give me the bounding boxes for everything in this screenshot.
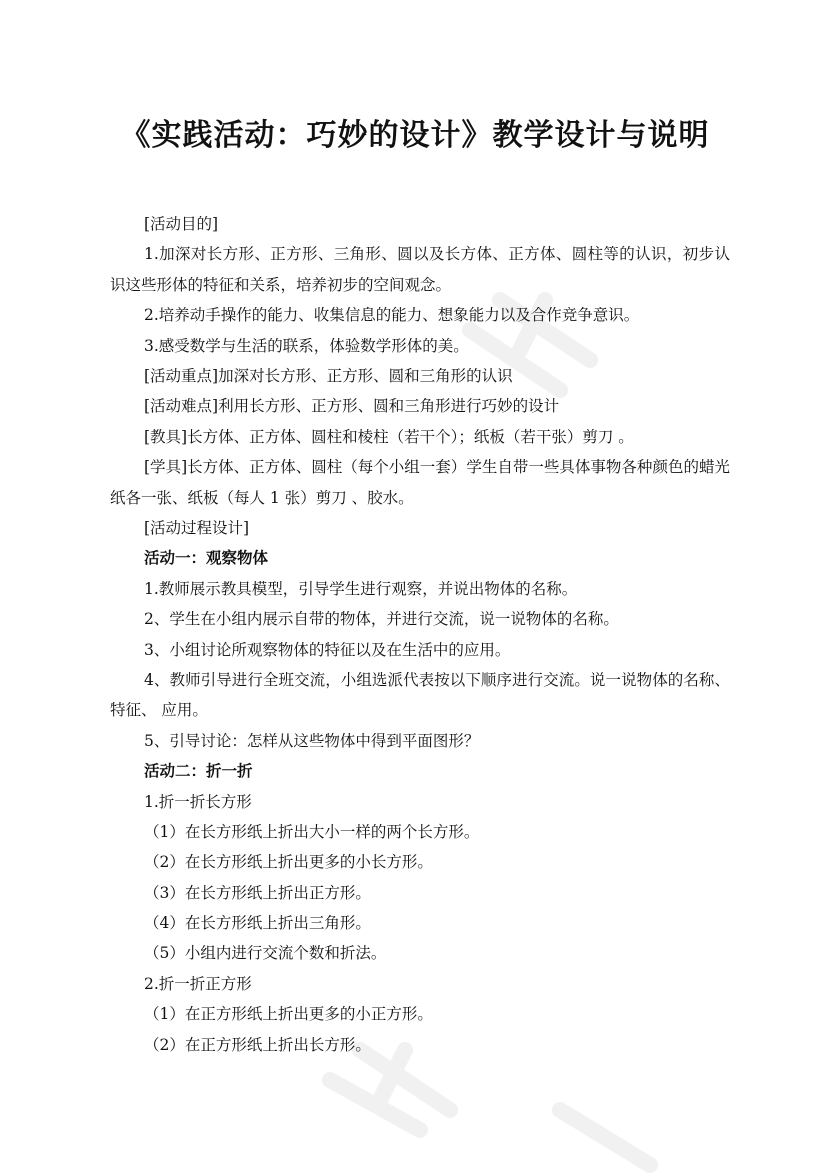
purpose-item-3: 3.感受数学与生活的联系，体验数学形体的美。 bbox=[144, 336, 469, 355]
activity-1-step-1: 1.教师展示教具模型，引导学生进行观察，并说出物体的名称。 bbox=[144, 579, 578, 598]
learning-aids: [学具]长方体、正方体、圆柱（每个小组一套）学生自带一些具体事物各种颜色的蜡光纸各一张、纸板（每人 1 张）剪刀 、胶水。 bbox=[110, 458, 730, 507]
fold-square-heading: 2.折一折正方形 bbox=[144, 974, 252, 993]
document-title: 《实践活动：巧妙的设计》教学设计与说明 bbox=[120, 118, 710, 153]
activity-1-step-3: 3、小组讨论所观察物体的特征以及在生活中的应用。 bbox=[144, 640, 511, 659]
fold-rectangle-step-1: （1）在长方形纸上折出大小一样的两个长方形。 bbox=[144, 822, 480, 841]
fold-square-step-2: （2）在正方形纸上折出长方形。 bbox=[144, 1035, 371, 1054]
document-body bbox=[110, 209, 730, 1060]
activity-1-step-4: 4、教师引导进行全班交流，小组选派代表按以下顺序进行交流。说一说物体的名称、特征、 应用。 bbox=[110, 670, 730, 720]
fold-square-step-1: （1）在正方形纸上折出更多的小正方形。 bbox=[144, 1005, 433, 1024]
section-heading-purpose: [活动目的] bbox=[144, 215, 219, 233]
purpose-item-2: 2.培养动手操作的能力、收集信息的能力、想象能力以及合作竞争意识。 bbox=[144, 306, 640, 325]
activity-1-step-5: 5、引导讨论：怎样从这些物体中得到平面图形？ bbox=[144, 731, 480, 750]
activity-1-step-2: 2、学生在小组内展示自带的物体，并进行交流，说一说物体的名称。 bbox=[144, 610, 619, 629]
fold-rectangle-step-5: （5）小组内进行交流个数和折法。 bbox=[144, 944, 387, 963]
fold-rectangle-step-4: （4）在长方形纸上折出三角形。 bbox=[144, 914, 371, 933]
fold-rectangle-step-2: （2）在长方形纸上折出更多的小长方形。 bbox=[144, 853, 433, 872]
difficult-point: [活动难点]利用长方形、正方形、圆和三角形进行巧妙的设计 bbox=[144, 397, 560, 416]
section-heading-process: [活动过程设计] bbox=[144, 518, 250, 537]
key-point: [活动重点]加深对长方形、正方形、圆和三角形的认识 bbox=[144, 366, 513, 385]
teaching-aids: [教具]长方体、正方体、圆柱和棱柱（若干个）；纸板（若干张）剪刀 。 bbox=[144, 427, 634, 446]
fold-rectangle-step-3: （3）在长方形纸上折出正方形。 bbox=[144, 883, 371, 902]
activity-2-heading: 活动二：折一折 bbox=[144, 761, 253, 781]
activity-1-heading: 活动一：观察物体 bbox=[144, 548, 269, 568]
purpose-item-1: 1.加深对长方形、正方形、三角形、圆以及长方体、正方体、圆柱等的认识，初步认识这些形体的特征和关系，培养初步的空间观念。 bbox=[110, 245, 730, 294]
fold-rectangle-heading: 1.折一折长方形 bbox=[144, 792, 252, 811]
